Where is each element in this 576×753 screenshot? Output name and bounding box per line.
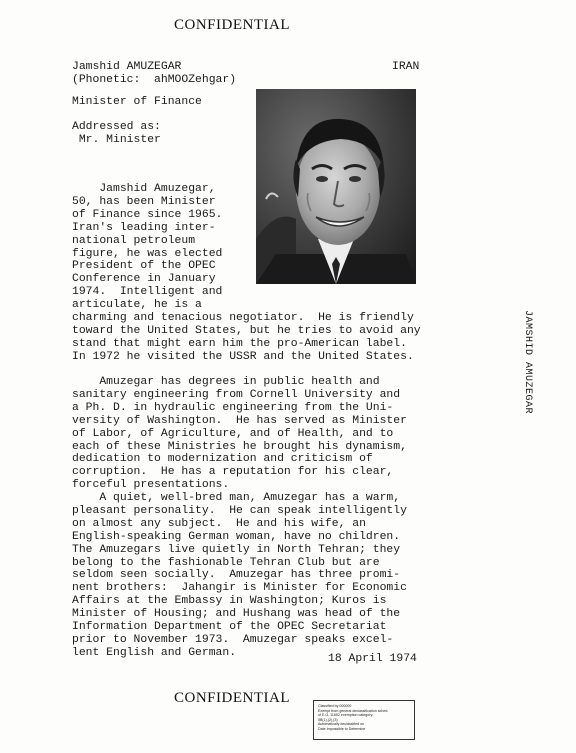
document-date: 18 April 1974 [328, 653, 417, 665]
stamp-line: Classified by 000000 [318, 704, 352, 708]
stamp-line: Exempt from general declassification sched. [318, 708, 389, 713]
stamp-line: of E.O. 11652 exemption category: [318, 713, 374, 718]
declassification-stamp [313, 700, 415, 740]
subject-name: Jamshid AMUZEGAR [72, 61, 182, 73]
portrait-photo-icon [256, 89, 416, 284]
subject-title: Minister of Finance [72, 96, 202, 108]
header-classification: CONFIDENTIAL [174, 17, 290, 33]
paragraph-3: A quiet, well-bred man, Amuzegar has a warm, pleasant personality. He can speak intelligently on almost any subject. He and his wife, an English-speaking German woman, have no children. The Amuzegars live quietly in North Tehran; they belong to the fashionable Tehran Club but are seldom seen socially. Amuzegar has three promi- nent brothers: Jahangir is Minister for Economic Affairs at the Embassy in Washington; Kuros is Minister of Housing; and Hushang was head of the Information Department of the OPEC Secretariat prior to November 1973. Amuzegar speaks excel- lent English and German. [72, 492, 407, 659]
portrait-photo [256, 89, 416, 284]
paragraph-1-rest: charming and tenacious negotiator. He is friendly toward the United States, but he tries to avoid any stand that might earn him the pro-American label. In 1972 he visited the USSR and the United States. [72, 312, 421, 363]
side-label: JAMSHID AMUZEGAR [522, 310, 533, 415]
paragraph-2: Amuzegar has degrees in public health and sanitary engineering from Cornell University and a Ph. D. in hydraulic engineering from the Uni- versity of Washington. He has served as Minister of Labor, of Agriculture, and of Health, and to each of these Ministries he brought his dynamism, dedication to modernization and criticism of corruption. He has a reputation for his clear, forceful presentations. [72, 376, 407, 492]
footer-classification: CONFIDENTIAL [174, 690, 290, 706]
subject-country: IRAN [392, 61, 420, 73]
subject-phonetic: (Phonetic: ahMOOZehgar) [72, 74, 237, 86]
stamp-line: Date Impossible to Determine [318, 726, 366, 731]
stamp-line: Automatically declassified on [318, 722, 365, 727]
addressed-label: Addressed as: [72, 121, 161, 133]
paragraph-1-wrapped: Jamshid Amuzegar, 50, has been Minister of Finance since 1965. Iran's leading inter- national petroleum figure, he was elected President of the OPEC Conference in January 1974. Intelligent and articulate, he is a [72, 183, 223, 312]
addressed-value: Mr. Minister [72, 134, 161, 146]
stamp-line: 5B(1),(2),(3) [318, 717, 338, 722]
